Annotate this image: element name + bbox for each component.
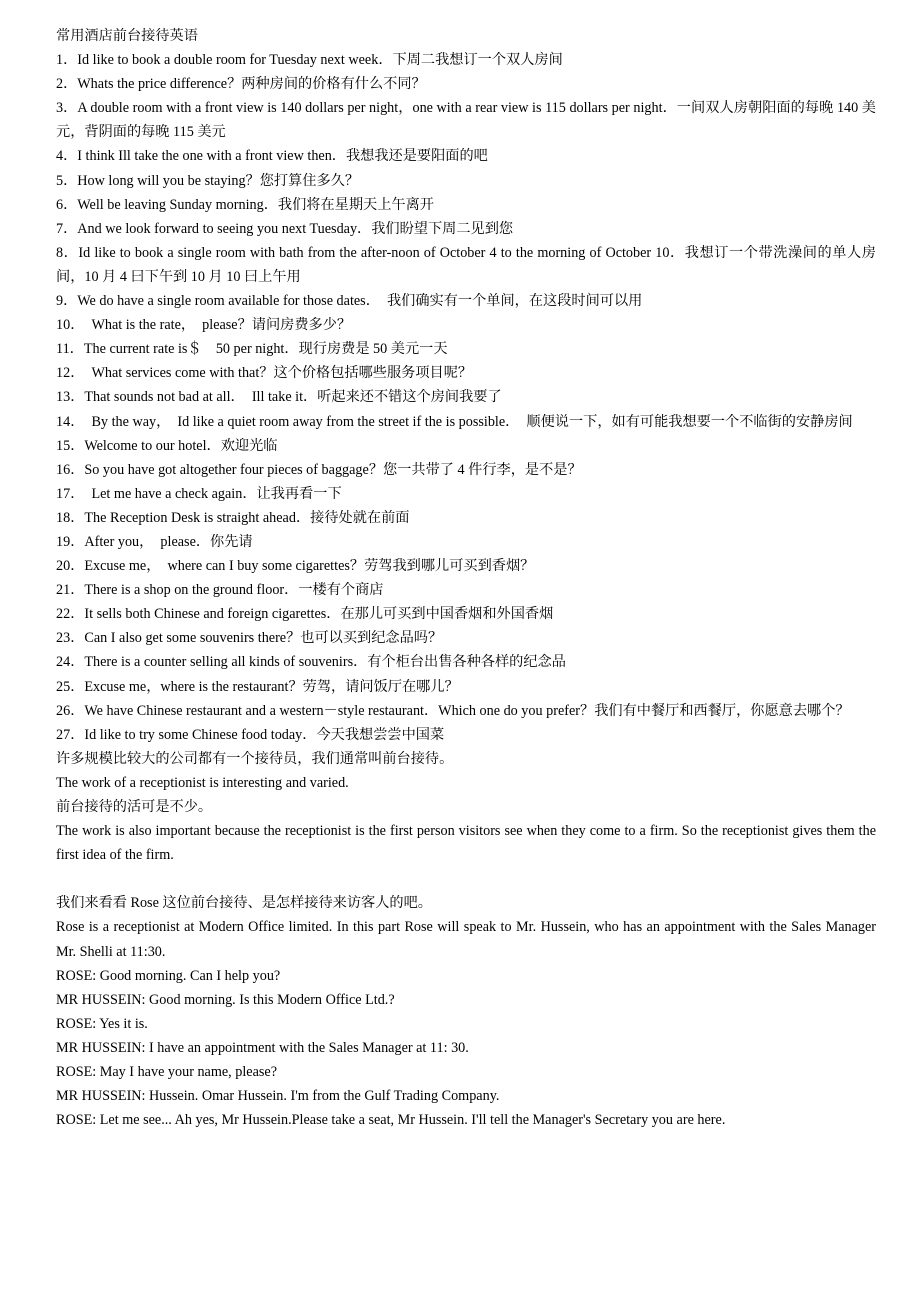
phrase-item: 11．The current rate is＄ 50 per night．现行房费是 50 美元一天 [56, 341, 448, 358]
document-title: 常用酒店前台接待英语 [56, 28, 198, 44]
dialogue-line: ROSE: Good morning. Can I help you? [56, 967, 281, 984]
dialogue-line: ROSE: Let me see... Ah yes, Mr Hussein.Please take a seat, Mr Hussein. I'll tell the Manager's Secretary you are here. [56, 1112, 726, 1129]
work-english: The work is also important because the receptionist is the first person visitors see when they come to a firm. So the receptionist gives them the first idea of the firm. [56, 823, 876, 864]
paragraph-spacer [56, 867, 876, 891]
work-chinese: 前台接待的活可是不少。 [56, 799, 213, 815]
rose-intro-chinese: 我们来看看 Rose 这位前台接待、是怎样接待来访客人的吧。 [56, 895, 432, 912]
phrase-item: 8．Id like to book a single room with bath from the after-noon of October 4 to the morning of October 10．我想订一个带洗澡间的单人房间，10 月 4 曰下午到 10 月 10 曰上午用 [56, 244, 876, 285]
phrase-item: 15．Welcome to our hotel．欢迎光临 [56, 437, 278, 454]
phrase-item: 12． What services come with that？这个价格包括哪些服务项目呢？ [56, 365, 473, 382]
phrase-list [56, 48, 876, 747]
dialogue-line: MR HUSSEIN: I have an appointment with the Sales Manager at 11: 30. [56, 1039, 469, 1056]
rose-intro-english: Rose is a receptionist at Modern Office limited. In this part Rose will speak to Mr. Hussein, who has an appointment with the Sales Manager Mr. Shelli at 11:30. [56, 919, 876, 960]
phrase-item: 24．There is a counter selling all kinds of souvenirs．有个柜台出售各种各样的纪念品 [56, 654, 566, 671]
intro-chinese: 许多规模比较大的公司都有一个接待员，我们通常叫前台接待。 [56, 750, 454, 767]
phrase-item: 19．After you， please．你先请 [56, 533, 253, 550]
phrase-item: 17． Let me have a check again．让我再看一下 [56, 485, 342, 502]
phrase-item: 9．We do have a single room available for those dates． 我们确实有一个单间，在这段时间可以用 [56, 293, 643, 310]
phrase-item: 22．It sells both Chinese and foreign cigarettes．在那儿可买到中国香烟和外国香烟 [56, 606, 554, 623]
phrase-item: 16．So you have got altogether four pieces of baggage？您一共带了 4 件行李，是不是？ [56, 461, 582, 478]
phrase-item: 3．A double room with a front view is 140 dollars per night，one with a rear view is 115 dollars per night．一间双人房朝阳面的每晚 140 美元，背阴面的每晚 115 美元 [56, 100, 876, 141]
dialogue-line: ROSE: May I have your name, please? [56, 1064, 278, 1081]
phrase-item: 10． What is the rate， please？请问房费多少？ [56, 317, 352, 334]
dialogue-line: MR HUSSEIN: Hussein. Omar Hussein. I'm from the Gulf Trading Company. [56, 1088, 500, 1105]
phrase-item: 27．Id like to try some Chinese food today．今天我想尝尝中国菜 [56, 726, 445, 743]
phrase-item: 1．Id like to book a double room for Tuesday next week．下周二我想订一个双人房间 [56, 52, 563, 69]
dialogue-line: ROSE: Yes it is. [56, 1015, 148, 1032]
phrase-item: 21．There is a shop on the ground floor．一楼有个商店 [56, 582, 384, 599]
phrase-item: 13．That sounds not bad at all． Ill take it．听起来还不错这个房间我要了 [56, 389, 502, 406]
phrase-item: 25．Excuse me，where is the restaurant？劳驾，请问饭厅在哪儿？ [56, 678, 459, 695]
phrase-item: 18．The Reception Desk is straight ahead．接待处就在前面 [56, 509, 410, 526]
phrase-item: 2．Whats the price difference？两种房间的价格有什么不同？ [56, 76, 426, 93]
phrase-item: 20．Excuse me， where can I buy some cigarettes？劳驾我到哪儿可买到香烟？ [56, 558, 535, 575]
phrase-item: 5．How long will you be staying？您打算住多久？ [56, 172, 360, 189]
intro-english: The work of a receptionist is interesting and varied. [56, 774, 349, 791]
document-page [56, 24, 876, 1132]
phrase-item: 6．Well be leaving Sunday morning．我们将在星期天上午离开 [56, 196, 434, 213]
dialogue [56, 964, 876, 1133]
dialogue-line: MR HUSSEIN: Good morning. Is this Modern Office Ltd.? [56, 991, 395, 1008]
phrase-item: 23．Can I also get some souvenirs there？也可以买到纪念品吗？ [56, 630, 443, 647]
phrase-item: 4．I think Ill take the one with a front view then．我想我还是要阳面的吧 [56, 148, 488, 165]
phrase-item: 14． By the way， Id like a quiet room away from the street if the is possible． 顺便说一下，如有可能我想要一个不临街的安静房间 [56, 413, 853, 430]
phrase-item: 26．We have Chinese restaurant and a western－style restaurant．Which one do you prefer？我们有中餐厅和西餐厅，你愿意去哪个？ [56, 702, 850, 719]
phrase-item: 7．And we look forward to seeing you next Tuesday．我们盼望下周二见到您 [56, 220, 514, 237]
